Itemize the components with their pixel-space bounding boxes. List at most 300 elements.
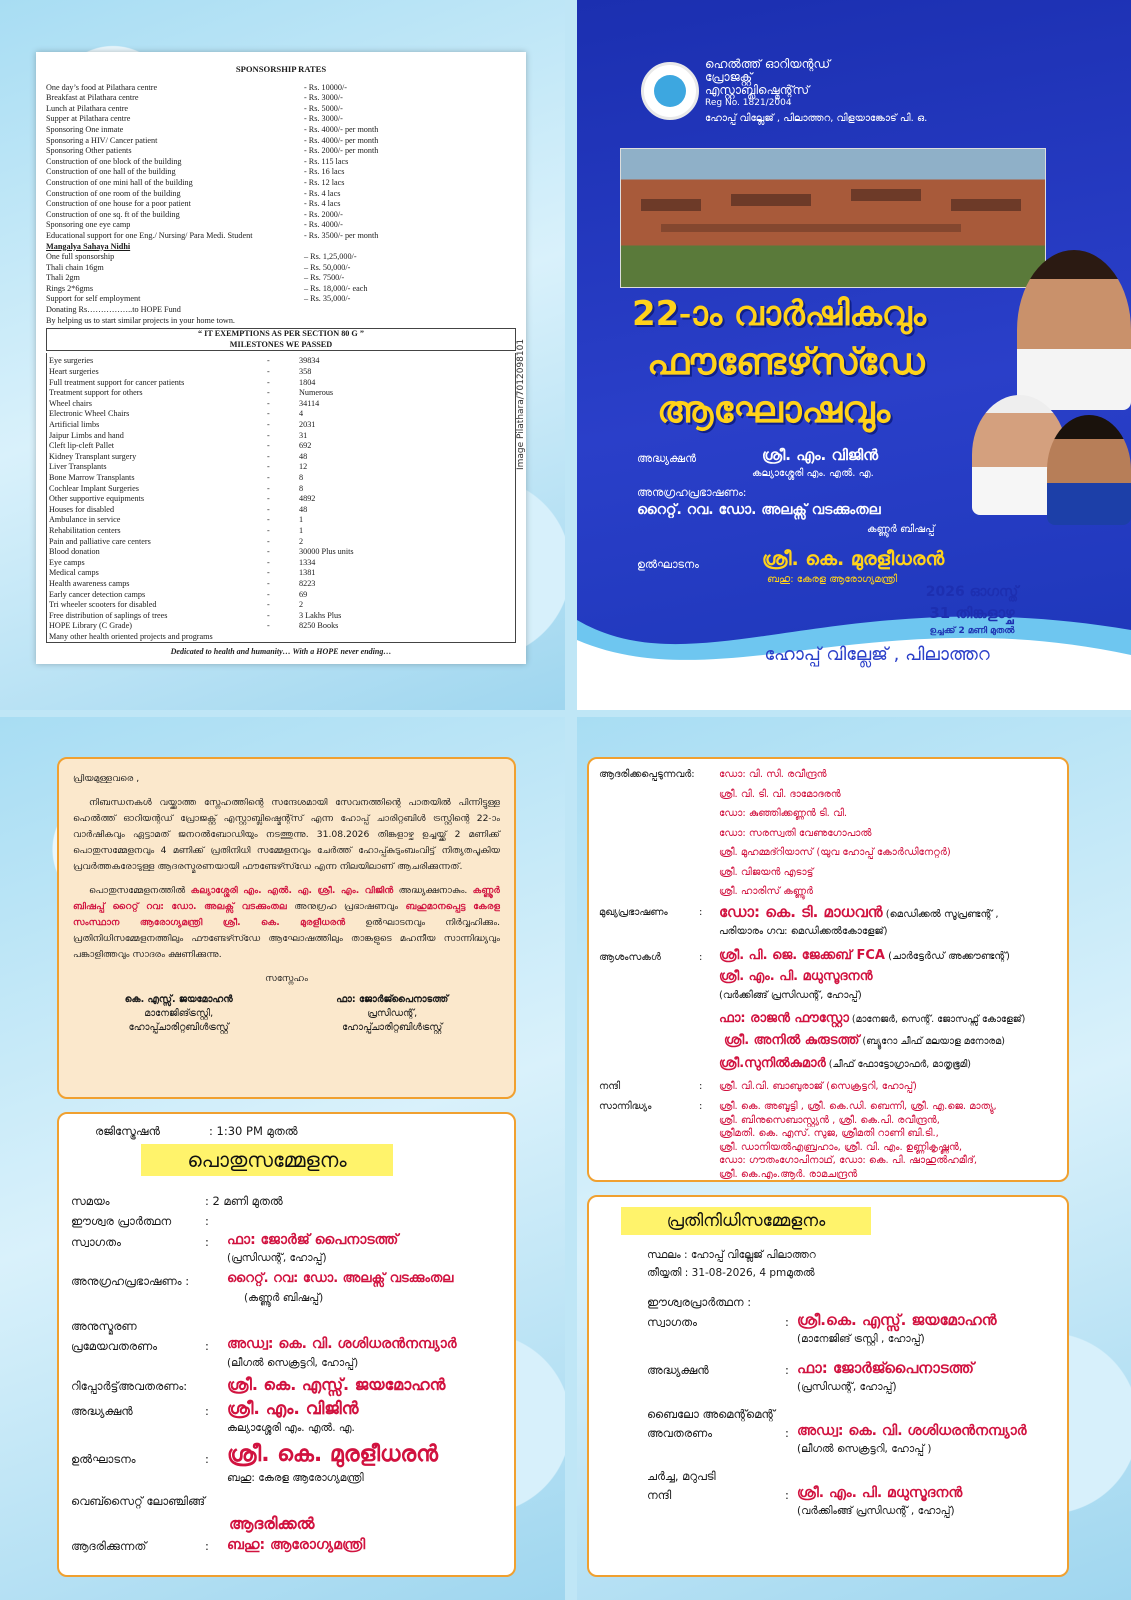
- item-value: – Rs. 18,000/- each: [304, 283, 368, 293]
- reg-number: Reg No. 1821/2004: [705, 98, 792, 108]
- item-label: Blood donation: [49, 547, 100, 557]
- greeting-2: [719, 969, 873, 984]
- list-item: [49, 441, 513, 452]
- item-dash: -: [267, 367, 270, 377]
- item-dash: -: [267, 578, 270, 588]
- item-dash: -: [267, 504, 270, 514]
- item-label: Sponsoring Other patients: [46, 146, 132, 156]
- keynote-name: ഡോ: കെ. ടി. മാധവൻ: [719, 903, 883, 921]
- president-colon: :: [205, 1404, 209, 1418]
- d-president-colon: :: [785, 1363, 789, 1377]
- item-label: Thali chain 16gm: [46, 262, 104, 272]
- item-label: Full treatment support for cancer patients: [49, 377, 185, 387]
- item-label: Wheel chairs: [49, 398, 92, 408]
- d-welcome-name: ശ്രീ.കെ. എസ്സ്. ജയമോഹൻ: [797, 1311, 997, 1329]
- welcome-label: സ്വാഗതം: [71, 1235, 121, 1249]
- list-item: [49, 600, 513, 611]
- list-item: [46, 178, 516, 189]
- name-inauguration: ശ്രീ. കെ. മുരളീധരൻ: [762, 548, 945, 570]
- list-item: ശ്രീ. ഡാനിയൽഎബ്രഹാം, ശ്രീ. വി. എം. ഉണ്ണികൃഷ്ണൻ,: [719, 1141, 963, 1153]
- list-item: [46, 125, 516, 136]
- item-label: Rehabilitation centers: [49, 525, 121, 535]
- item-dash: -: [267, 356, 270, 366]
- org-block: [705, 58, 927, 125]
- honor-label: ആദരിക്കുന്നത്: [71, 1539, 147, 1553]
- list-item: [46, 231, 516, 242]
- presence-colon: :: [699, 1101, 703, 1112]
- greeting-5-sub: (ചീഫ് ഫോട്ടോഗ്രാഫർ, മാതൃഭൂമി): [825, 1059, 971, 1070]
- item-value: – Rs. 50,000/-: [304, 262, 351, 272]
- item-label: Breakfast at Pilathara centre: [46, 93, 139, 103]
- list-item: ഡോ: കുഞ്ഞിക്കണ്ണൻ ടി. വി.: [719, 808, 848, 819]
- item-label: Sponsoring one eye camp: [46, 220, 131, 230]
- d-welcome-sub: (മാനേജിങ് ട്രസ്റ്റി , ഹോപ്പ്): [797, 1333, 925, 1345]
- portrait-mla: [1047, 415, 1131, 525]
- list-item: [46, 294, 516, 305]
- signatory-1: [125, 993, 233, 1035]
- list-item: [46, 263, 516, 274]
- honored-label: ആദരിക്കപ്പെടുന്നവർ:: [599, 769, 695, 780]
- greeting-5: [719, 1056, 971, 1071]
- item-label: Lunch at Pilathara centre: [46, 103, 129, 113]
- item-value: – Rs. 7500/-: [304, 273, 345, 283]
- list-item: [49, 367, 513, 378]
- item-value: 8223: [299, 578, 316, 588]
- list-item: [49, 494, 513, 505]
- item-dash: -: [267, 589, 270, 599]
- item-value: Numerous: [299, 388, 334, 398]
- item-label: Support for self employment: [46, 294, 141, 304]
- sub-president: കല്യാശ്ശേരി എം. എൽ. എ.: [752, 468, 874, 479]
- d-prayer-label: ഈശ്വരപ്രാർത്ഥന :: [647, 1295, 752, 1309]
- cover-panel: [577, 0, 1131, 710]
- signatory-2-role: പ്രസിഡന്റ്,: [367, 1008, 418, 1019]
- item-label: Construction of one sq. ft of the building: [46, 209, 180, 219]
- item-dash: -: [267, 494, 270, 504]
- list-item: [49, 558, 513, 569]
- list-item: [49, 473, 513, 484]
- greeting-2-sub: (വർക്കിങ്ങ് പ്രസിഡന്റ്, ഹോപ്പ്): [719, 990, 862, 1001]
- greeting-4-sub: (ബ്യൂറോ ചീഫ് മലയാള മനോരമ): [859, 1036, 1005, 1047]
- item-dash: -: [267, 398, 270, 408]
- president-label: അദ്ധ്യക്ഷൻ: [71, 1404, 133, 1418]
- item-dash: -: [267, 409, 270, 419]
- helping-line: By helping us to start similar projects in your home town.: [46, 315, 235, 325]
- item-label: Cochlear Implant Surgeries: [49, 483, 139, 493]
- headline-2: ഫൗണ്ടേഴ്സ്ഡേ: [647, 340, 925, 383]
- list-item: [49, 356, 513, 367]
- list-item: [49, 409, 513, 420]
- thanks-colon: :: [699, 1081, 703, 1092]
- list-item: [49, 388, 513, 399]
- time-label: സമയം: [71, 1194, 110, 1208]
- presence-label: സാന്നിദ്ധ്യം: [599, 1101, 652, 1112]
- item-label: Medical camps: [49, 568, 99, 578]
- headline-1: 22-ാം വാർഷികവും: [632, 294, 927, 334]
- item-dash: -: [267, 600, 270, 610]
- report-label: റിപ്പോർട്ട്അവതരണം:: [71, 1379, 188, 1393]
- time-value: : 2 മണി മുതൽ: [205, 1194, 283, 1208]
- p2-text-c: അദ്ധ്യക്ഷനാകും.: [393, 885, 473, 896]
- item-label: Sponsoring One inmate: [46, 124, 124, 134]
- item-dash: -: [267, 483, 270, 493]
- item-value: - Rs. 3000/-: [304, 93, 343, 103]
- list-item: ശ്രീ. കെ. അബൂട്ടി , ശ്രീ. കെ.ഡി. ബെന്നി, ശ്രീ. എ.ജെ. മാത്യു,: [719, 1101, 997, 1112]
- sponsorship-panel: [0, 0, 565, 710]
- report-name: ശ്രീ. കെ. എസ്സ്. ജയമോഹൻ: [227, 1375, 446, 1394]
- item-value: 4892: [299, 494, 316, 504]
- list-item: [46, 189, 516, 200]
- d-discussion-label: ചർച്ച, മറുപടി: [647, 1469, 716, 1483]
- delegate-title: പ്രതിനിധിസമ്മേളനം: [621, 1207, 871, 1235]
- website-launch-label: വെബ്സൈറ്റ് ലോഞ്ചിങ്ങ്: [71, 1494, 206, 1508]
- list-item: [46, 93, 516, 104]
- d-welcome-label: സ്വാഗതം: [647, 1315, 697, 1329]
- item-value: 2: [299, 536, 304, 546]
- item-label: Cleft lip-cleft Pallet: [49, 441, 115, 451]
- item-dash: -: [267, 515, 270, 525]
- greetings-colon: :: [699, 952, 703, 963]
- list-item: [49, 579, 513, 590]
- item-value: 39834: [299, 356, 320, 366]
- item-value: 31: [299, 430, 308, 440]
- inauguration-colon: :: [205, 1452, 209, 1466]
- item-dash: -: [267, 377, 270, 387]
- item-label: Educational support for one Eng./ Nursing/ Para Medi. Student: [46, 230, 253, 240]
- signatory-1-name: കെ. എസ്സ്. ജയമോഹൻ: [124, 994, 233, 1005]
- public-meeting-card: [57, 1112, 516, 1577]
- memorial-label: അനുസ്മരണ: [71, 1319, 137, 1333]
- signatory-2-name: ഫാ: ജോർജ്പൈനാടത്ത്: [336, 994, 449, 1005]
- thanks-value: ശ്രീ. വി.വി. ബാബുരാജ് (സെക്രട്ടറി, ഹോപ്പ്): [719, 1081, 917, 1092]
- exemption-box: [46, 328, 516, 351]
- milestones-box: [46, 353, 516, 643]
- item-label: Kidney Transplant surgery: [49, 451, 137, 461]
- sheet-footer: Dedicated to health and humanity… With a HOPE never ending…: [170, 647, 392, 657]
- label-inauguration: ഉൽഘാടനം: [637, 558, 699, 571]
- p2-highlight-minister: ബഹുമാനപ്പെട്ട കേരള സംസ്ഥാന ആരോഗ്യമന്ത്രി ശ്രീ. കെ. മുരളീധരൻ: [73, 901, 501, 928]
- item-value: - Rs. 2000/- per month: [304, 146, 379, 156]
- list-item: ശ്രീ. വിജയൻ എടാട്ട്: [719, 866, 814, 878]
- name-blessing: റൈറ്റ്. റവ. ഡോ. അലക്സ് വടക്കുംതല: [637, 502, 881, 518]
- item-value: 48: [299, 504, 308, 514]
- milestones-list: [49, 356, 513, 631]
- label-blessing: അനുഗ്രഹപ്രഭാഷണം:: [637, 486, 747, 499]
- item-label: Bone Marrow Transplants: [49, 472, 135, 482]
- welcome-sub: (പ്രസിഡന്റ്, ഹോപ്പ്): [227, 1252, 327, 1264]
- list-item: ഡോ: സരസ്വതി വേണുഗോപാൽ: [719, 827, 872, 839]
- greeting-2-name: ശ്രീ. എം. പി. മധുസൂദനൻ: [719, 969, 873, 984]
- portrait-minister: [1017, 250, 1131, 410]
- exemption-text: “ IT EXEMPTIONS AS PER SECTION 80 G ”: [198, 329, 364, 339]
- item-label: Liver Transplants: [49, 462, 107, 472]
- list-item: [49, 621, 513, 632]
- prayer-label: ഈശ്വര പ്രാർത്ഥന: [71, 1214, 172, 1228]
- item-label: Sponsoring a HIV/ Cancer patient: [46, 135, 158, 145]
- d-bylaw-label: ബൈലോ അമെന്റ്മെന്റ്: [647, 1407, 775, 1421]
- keynote-sub-1: (മെഡിക്കൽ സൂപ്രണ്ടന്റ് ,: [882, 909, 999, 920]
- greeting-3-sub: (മാനേജർ, സെന്റ്. ജോസഫ്സ് കോളേജ്): [848, 1014, 1026, 1025]
- list-item: [49, 590, 513, 601]
- list-item: [49, 505, 513, 516]
- item-dash: -: [267, 462, 270, 472]
- inauguration-name: ശ്രീ. കെ. മുരളീധരൻ: [227, 1442, 439, 1467]
- registration-time: : 1:30 PM മുതൽ: [209, 1124, 298, 1138]
- date-line-3: ഉച്ചക്ക് 2 മണി മുതൽ: [929, 626, 1015, 636]
- item-label: Thali 2gm: [46, 273, 80, 283]
- blessing-sub: (കണ്ണൂർ ബിഷപ്പ്): [244, 1292, 324, 1304]
- d-thanks-label: നന്ദി: [647, 1488, 672, 1502]
- d-president-sub: (പ്രസിഡന്റ്, ഹോപ്പ്): [797, 1381, 897, 1393]
- org-name-3: എസ്റ്റാബ്ലിഷ്മെന്റ്സ്: [705, 83, 810, 97]
- item-value: - Rs. 115 lacs: [304, 156, 349, 166]
- list-item: [46, 136, 516, 147]
- d-presentation-name: അഡ്വ: കെ. വി. ശശിധരൻനമ്പ്യാർ: [797, 1423, 1027, 1439]
- list-item: [46, 284, 516, 295]
- list-item: [46, 167, 516, 178]
- item-value: - Rs. 16 lacs: [304, 167, 345, 177]
- sub-blessing: കണ്ണൂർ ബിഷപ്പ്: [867, 524, 935, 535]
- item-dash: -: [267, 430, 270, 440]
- d-president-label: അദ്ധ്യക്ഷൻ: [647, 1363, 709, 1377]
- item-value: 12: [299, 462, 308, 472]
- org-address: ഹോപ്പ് വില്ലേജ് , പിലാത്തറ, വിളയാങ്കോട് പി. ഒ.: [705, 113, 928, 124]
- d-thanks-name: ശ്രീ. എം. പി. മധുസൂദനൻ: [797, 1485, 963, 1501]
- item-value: 69: [299, 589, 308, 599]
- item-value: 1: [299, 515, 304, 525]
- greeting-5-name: ശ്രീ.സുനിൽകുമാർ: [719, 1056, 826, 1071]
- greetings-label: ആശംസകൾ: [599, 952, 661, 963]
- item-value: - Rs. 3000/-: [304, 114, 343, 124]
- resolution-sub: (ലീഗൽ സെക്രട്ടറി, ഹോപ്പ്): [227, 1357, 359, 1369]
- item-label: One full sponsorship: [46, 252, 115, 262]
- d-president-name: ഫാ: ജോർജ്പൈനാടത്ത്: [797, 1359, 974, 1377]
- inauguration-label: ഉൽഘാടനം: [71, 1452, 136, 1466]
- org-name-2: പ്രോജക്റ്റ്: [705, 70, 753, 84]
- list-item: ഡോ: വി. സി. രവീന്ദ്രൻ: [719, 769, 827, 780]
- list-item: [49, 399, 513, 410]
- list-item: [49, 526, 513, 537]
- item-dash: -: [267, 420, 270, 429]
- item-label: Construction of one house for a poor patient: [46, 199, 191, 209]
- item-label: Construction of one room of the building: [46, 188, 181, 198]
- letter-paragraph-2: [73, 883, 500, 963]
- building-photo: [620, 148, 1046, 288]
- list-item: ശ്രീ. ഹാരിസ് കണ്ണൂർ: [719, 886, 814, 897]
- president-sub: കല്യാശ്ശേരി എം. എൽ. എ.: [227, 1422, 355, 1434]
- p2-text-e: അനുഗ്രഹ പ്രഭാഷണവും: [286, 901, 406, 912]
- item-label: Early cancer detection camps: [49, 589, 146, 599]
- item-label: Ambulance in service: [49, 515, 121, 525]
- resolution-label: പ്രമേയവതരണം: [71, 1339, 158, 1353]
- item-label: Construction of one block of the building: [46, 156, 182, 166]
- item-value: – Rs. 35,000/-: [304, 294, 351, 304]
- greeting-4-name: ശ്രീ. അനിൽ കുരുടത്ത്: [724, 1033, 860, 1048]
- item-dash: -: [267, 557, 270, 567]
- list-item: [46, 210, 516, 221]
- d-presentation-label: അവതരണം: [647, 1426, 713, 1440]
- item-label: One day’s food at Pilathara centre: [46, 82, 158, 92]
- item-value: - Rs. 3500/- per month: [304, 230, 379, 240]
- blessing-label: അനുഗ്രഹപ്രഭാഷണം :: [71, 1274, 190, 1288]
- list-item: [49, 378, 513, 389]
- item-value: 30000 Plus units: [299, 547, 354, 557]
- list-item: [49, 420, 513, 431]
- program-card: [587, 757, 1069, 1182]
- p2-text-a: പൊതുസമ്മേളനത്തിൽ: [89, 885, 191, 896]
- list-item: ഡോ: ഗൗതംഗോപിനാഥ്, ഡോ: കെ. പി. ഷാഹുൽഹമീദ്,: [719, 1155, 978, 1166]
- item-label: Construction of one hall of the building: [46, 167, 176, 177]
- milestones-title: MILESTONES WE PASSED: [229, 339, 333, 349]
- list-item: ശ്രീ. കെ.എം.ആർ. രാമചന്ദ്രൻ: [719, 1168, 858, 1180]
- keynote-line: [719, 903, 999, 921]
- item-value: 1804: [299, 377, 316, 387]
- signatory-2: [336, 993, 448, 1035]
- venue: ഹോപ്പ് വില്ലേജ് , പിലാത്തറ: [764, 644, 990, 665]
- program-panel: [577, 717, 1131, 1600]
- list-item: [46, 157, 516, 168]
- headline-3: ആഘോഷവും: [657, 388, 891, 431]
- item-value: - Rs. 4000/- per month: [304, 124, 379, 134]
- sponsorship-title: SPONSORSHIP RATES: [235, 64, 327, 74]
- label-president: അദ്ധ്യക്ഷൻ: [637, 452, 697, 465]
- item-value: - Rs. 4000/- per month: [304, 135, 379, 145]
- list-item: [46, 252, 516, 263]
- list-item: [46, 273, 516, 284]
- item-value: 2: [299, 600, 304, 610]
- item-value: - Rs. 4 lacs: [304, 199, 341, 209]
- delegate-date: തീയ്യതി : 31-08-2026, 4 pmമുതൽ: [647, 1267, 815, 1279]
- letter-greeting: പ്രിയമുള്ളവരെ ,: [73, 773, 140, 784]
- d-presentation-colon: :: [785, 1426, 789, 1440]
- list-item: [49, 537, 513, 548]
- sponsorship-rates-list: [46, 83, 516, 242]
- list-item: ശ്രീ. ബിനുസെബാസ്റ്റ്യൻ , ശ്രീ. കെ.പി. രവീന്ദ്രൻ,: [719, 1114, 940, 1126]
- greeting-3: [719, 1011, 1025, 1026]
- list-item: [49, 515, 513, 526]
- sponsorship-sheet: [36, 52, 526, 664]
- item-value: 8250 Books: [299, 621, 339, 631]
- greeting-1-name: ശ്രീ. പി. ജെ. ജേക്കബ് FCA: [719, 948, 885, 963]
- list-item: [46, 220, 516, 231]
- milestones-last: Many other health oriented projects and programs: [49, 631, 213, 641]
- signatory-2-org: ഹോപ്പ്ചാരിറ്റബിൾട്രസ്റ്റ്: [342, 1022, 443, 1033]
- item-dash: -: [267, 536, 270, 546]
- keynote-sub-2: പരിയാരം ഗവ: മെഡിക്കൽകോളേജ്): [719, 926, 888, 937]
- public-meeting-title: പൊതുസമ്മേളനം: [141, 1144, 393, 1176]
- item-value: 8: [299, 483, 304, 493]
- item-label: Health awareness camps: [49, 578, 130, 588]
- item-value: 2031: [299, 420, 316, 429]
- registration-label: രജിസ്ട്രേഷൻ: [95, 1124, 160, 1138]
- signatory-1-role: മാനേജിങ്ട്രസ്റ്റി,: [144, 1008, 214, 1019]
- welcome-colon: :: [205, 1235, 209, 1249]
- item-value: 1381: [299, 568, 316, 578]
- donating-line: Donating Rs……………..to HOPE Fund: [46, 305, 181, 315]
- item-label: Pain and palliative care centers: [49, 536, 151, 546]
- item-label: Eye camps: [49, 557, 85, 567]
- greeting-4: [724, 1033, 1005, 1048]
- item-dash: -: [267, 621, 270, 631]
- list-item: [49, 452, 513, 463]
- org-name-1: ഹെൽത്ത് ഓറിയന്റഡ്: [705, 57, 831, 71]
- honor-name: ബഹു: ആരോഗ്യമന്ത്രി: [227, 1537, 366, 1553]
- item-label: Jaipur Limbs and hand: [49, 430, 124, 440]
- item-value: 4: [299, 409, 304, 419]
- keynote-colon: :: [699, 907, 703, 918]
- item-dash: -: [267, 472, 270, 482]
- list-item: [46, 83, 516, 94]
- date-line-1: 2026 ഓഗസ്ത്: [925, 584, 1019, 600]
- item-value: 1: [299, 525, 304, 535]
- item-label: Tri wheeler scooters for disabled: [49, 600, 157, 610]
- honor-colon: :: [205, 1539, 209, 1553]
- p2-highlight-bishop: കണ്ണൂർ ബിഷപ്പ് റൈറ്റ് റവ: ഡോ. അലക്സ് വടക്കുംതല: [73, 885, 500, 912]
- item-value: 34114: [299, 398, 320, 408]
- item-label: Heart surgeries: [49, 367, 99, 377]
- item-label: Rings 2*6gms: [46, 283, 94, 293]
- item-value: - Rs. 10000/-: [304, 82, 347, 92]
- list-item: [46, 146, 516, 157]
- item-value: - Rs. 2000/-: [304, 209, 343, 219]
- item-label: Construction of one mini hall of the building: [46, 177, 193, 187]
- letter-paragraph-1: നിബന്ധനകൾ വയ്ക്കാത്ത സ്നേഹത്തിന്റെ സന്ദേശമായി സേവനത്തിന്റെ പാതയിൽ പിന്നിട്ടുള്ള ഹെൽത്ത് ഓറിയന്റഡ് പ്രോജക്റ്റ് എസ്റ്റാബ്ലിഷ്മെന്റ്സ് എന്ന ഹോപ്പ് ചാരിറ്റബിൾ ട്രസ്റ്റിന്റെ 22-ാം വാർഷികവും ഏട്ടാമത് ജനറൽബോഡിയും നടത്തുന്നു. 31.08.2026 തിങ്കളാഴ്ച ഉച്ചയ്ക്ക് 2 മണിക്ക് പൊതുസമ്മേളനവും 4 മണിക്ക് പ്രതിനിധി സമ്മേളനവും ചേർത്ത് ഹോപ്പ്കുടുംബംവിട്ട് നിത്യതപൂകിയ പ്രവർത്തകരോടുള്ള ആദരസ്മരണയായി ഫൗണ്ടേഴ്സ്ഡേ എന്ന നിലയിലാണ് ആചരിക്കുന്നത്.: [73, 797, 500, 872]
- list-item: ശ്രീമതി. കെ. എസ്. സുജ, ശ്രീമതി റാണി ബി.ടി.,: [719, 1128, 939, 1139]
- p2-text-g: ഉൽഘാടനവും നിർവ്വഹിക്കും. പ്രതിനിധിസമ്മേളനത്തിലും ഫൗണ്ടേഴ്സ്ഡേ ആഘോഷത്തിലും താങ്കളുടെ മഹനീയ സാന്നിദ്ധ്യവും പങ്കാളിത്തവും സാദരം ക്ഷണിക്കുന്നു.: [73, 917, 500, 960]
- honor-title: ആദരിക്കൽ: [229, 1514, 315, 1533]
- item-value: 692: [299, 441, 312, 451]
- item-value: - Rs. 12 lacs: [304, 177, 345, 187]
- list-item: [49, 431, 513, 442]
- item-value: - Rs. 5000/-: [304, 103, 343, 113]
- item-value: 8: [299, 472, 304, 482]
- delegate-meeting-card: [587, 1195, 1069, 1577]
- item-value: 1334: [299, 557, 316, 567]
- president-name: ശ്രീ. എം. വിജിൻ: [227, 1399, 359, 1419]
- list-item: [49, 547, 513, 558]
- list-item: [46, 199, 516, 210]
- list-item: ശ്രീ. വി. ടി. വി. ദാമോദരൻ: [719, 788, 841, 800]
- image-credit: Image Pilathara/7012098101: [516, 338, 526, 470]
- item-dash: -: [267, 525, 270, 535]
- item-value: 48: [299, 451, 308, 461]
- keynote-label: മുഖ്യപ്രഭാഷണം: [599, 907, 668, 918]
- item-value: – Rs. 1,25,000/-: [304, 252, 357, 262]
- d-thanks-sub: (വർക്കിംങ്ങ് പ്രസിഡന്റ് , ഹോപ്പ്): [797, 1505, 955, 1517]
- inauguration-sub: ബഹു: കേരള ആരോഗ്യമന്ത്രി: [227, 1472, 364, 1484]
- greeting-1-sub: (ചാർട്ടേർഡ് അക്കൗണ്ടന്റ്): [884, 951, 1010, 962]
- item-dash: -: [267, 610, 270, 620]
- signatories: [73, 993, 500, 1035]
- invitation-letter: [57, 757, 516, 1099]
- resolution-colon: :: [205, 1339, 209, 1353]
- name-president: ശ്രീ. എം. വിജിൻ: [762, 446, 879, 464]
- item-value: - Rs. 4 lacs: [304, 188, 341, 198]
- item-label: HOPE Library (C Grade): [49, 621, 132, 631]
- greeting-1: [719, 948, 1010, 963]
- item-dash: -: [267, 451, 270, 461]
- signatory-1-org: ഹോപ്പ്ചാരിറ്റബിൾട്രസ്റ്റ്: [128, 1022, 229, 1033]
- d-thanks-colon: :: [785, 1488, 789, 1502]
- resolution-name: അഡ്വ: കെ. വി. ശശിധരൻനമ്പ്യാർ: [227, 1336, 457, 1352]
- item-label: Free distribution of saplings of trees: [49, 610, 168, 620]
- item-dash: -: [267, 568, 270, 578]
- hope-logo-icon: [641, 62, 699, 120]
- list-item: [46, 104, 516, 115]
- item-dash: -: [267, 441, 270, 451]
- item-label: Houses for disabled: [49, 504, 115, 514]
- letter-panel: [0, 717, 565, 1600]
